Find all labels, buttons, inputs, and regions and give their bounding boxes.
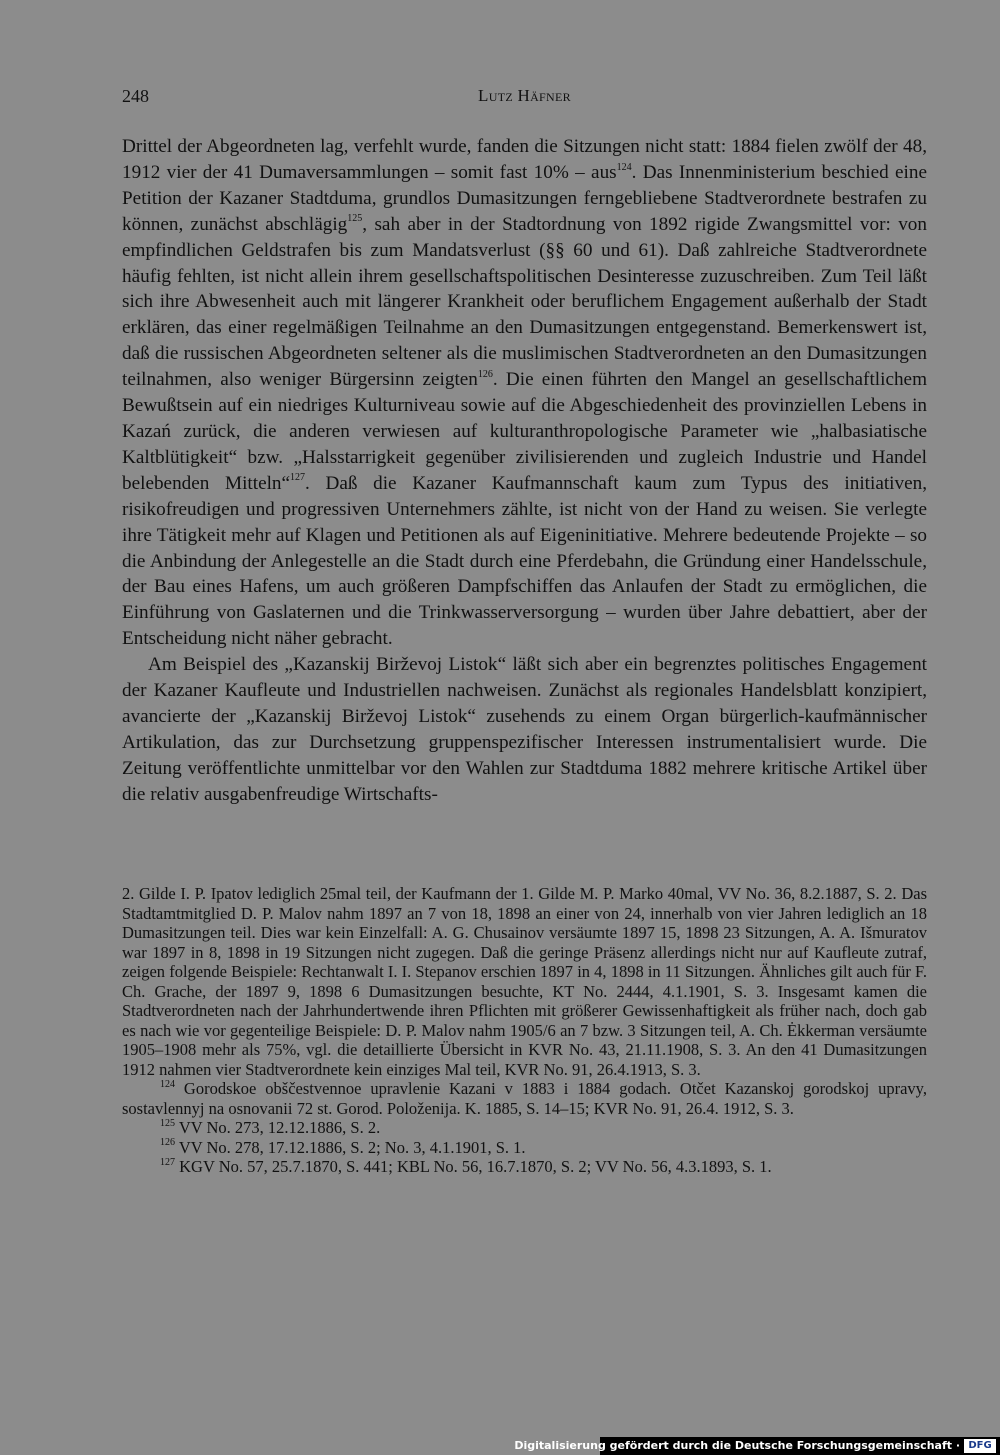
paragraph-1: Drittel der Abgeordneten lag, verfehlt wurde, fanden die Sitzungen nicht statt: 1884 fielen zwölf der 48, 1912 vier der 41 Dumaversammlungen – somit fast 10% – aus$^{124}$. Das Innenministerium beschied eine Petition der Kazaner Stadtduma, grundlos Dumasitzungen ferngebliebene Stadtverordnete bestrafen zu können, zunächst abschlägig$^{125}$, sah aber in der Stadtordnung von 1892 rigide Zwangsmittel vor: von empfindlichen Geldstrafen bis zum Mandatsverlust (§§ 60 und 61). Daß zahlreiche Stadtverordnete häufig fehlten, ist nicht allein ihrem gesellschaftspolitischen Desinteresse zuzuschreiben. Zum Teil läßt sich ihre Abwesenheit auch mit längerer Krankheit oder beruflichem Engagement außerhalb der Stadt erklären, das einer regelmäßigen Teilnahme an den Dumasitzungen entgegenstand. Bemerkenswert ist, daß die russischen Abgeordneten seltener als die muslimischen Stadtverordneten an den Dumasitzungen teilnahmen, also weniger Bürgersinn zeigten$^{126}$. Die einen führten den Mangel an gesellschaftlichem Bewußtsein auf ein niedriges Kulturniveau sowie auf die Abgeschiedenheit des provinziellen Lebens in Kazań zurück, die anderen verwiesen auf kulturanthropologische Parameter wie „halbasiatische Kaltblütigkeit“ bzw. „Halsstarrigkeit gegenüber zivilisierenden und zugleich Industrie und Handel belebenden Mitteln“$^{127}$. Daß die Kazaner Kaufmannschaft kaum zum Typus des initiativen, risikofreudigen und progressiven Unternehmers zählte, ist nicht von der Hand zu weisen. Sie verlegte ihre Tätigkeit mehr auf Klagen und Petitionen als auf Eigeninitiative. Mehrere bedeutende Projekte – so die Anbindung der Anlegestelle an die Stadt durch eine Pferdebahn, die Gründung einer Handelsschule, der Bau eines Hafens, um auch größeren Dampfschiffen das Anlaufen der Stadt zu ermöglichen, die Einführung von Gaslaternen und die Trinkwasserversorgung – wurden über Jahre debattiert, aber der Entscheidung nicht näher gebracht. — [122, 136, 927, 650]
digitization-footer — [514, 1437, 1000, 1455]
footnote-124: $^{124}$ Gorodskoe obščestvennoe upravlenie Kazani v 1883 i 1884 godach. Otčet Kazanskoj gorodskoj upravy, sostavlennyj na osnovanii 72 st. Gorod. Položenija. K. 1885, S. 14–15; KVR No. 91, 26.4. 1912, S. 3. — [122, 1078, 927, 1118]
page-number: 248 — [122, 86, 149, 106]
footnote-ref-124: 124 — [616, 161, 632, 173]
page-header — [122, 86, 927, 116]
paragraph-2: Am Beispiel des „Kazanskij Birževoj Listok“ läßt sich aber ein begrenztes politisches Engagement der Kazaner Kaufleute und Industriellen nachweisen. Zunächst als regionales Handelsblatt konzipiert, avancierte der „Kazanskij Birževoj Listok“ zusehends zu einem Organ bürgerlich-kaufmännischer Artikulation, das zur Durchsetzung gruppenspezifischer Interessen instrumentalisiert wurde. Die Zeitung veröffentlichte unmittelbar vor den Wahlen zur Stadtduma 1882 mehrere kritische Artikel über die relativ ausgabenfreudige Wirtschafts- — [122, 654, 927, 805]
footnote-continuation: 2. Gilde I. P. Ipatov lediglich 25mal teil, der Kaufmann der 1. Gilde M. P. Marko 40mal, VV No. 36, 8.2.1887, S. 2. Das Stadtamtmitglied D. P. Malov nahm 1897 an 7 von 18, 1898 an einer von 24, innerhalb von vier Jahren lediglich an 18 Dumasitzungen teil. Dies war kein Einzelfall: A. G. Chusainov versäumte 1897 15, 1898 23 Sitzungen, A. A. Išmuratov war 1897 in 8, 1898 in 19 Sitzungen nicht zugegen. Daß die geringe Präsenz allerdings nicht nur auf Kaufleute zutraf, zeigen folgende Beispiele: Rechtanwalt I. I. Stepanov erschien 1897 in 4, 1898 in 11 Sitzungen. Ähnliches gilt auch für F. Ch. Grache, der 1897 9, 1898 6 Dumasitzungen besuchte, KT No. 2444, 4.1.1901, S. 3. Insgesamt kamen die Stadtverordneten nach der Jahrhundertwende ihren Pflichten mit größerer Gewissenhaftigkeit als früher nach, doch gab es nach wie vor gegenteilige Beispiele: D. P. Malov nahm 1905/6 an 7 bzw. 3 Sitzungen teil, A. Ch. Ėkkerman versäumte 1905–1908 mehr als 75%, vgl. die detaillierte Übersicht in KVR No. 43, 21.11.1908, S. 3. An den 41 Dumasitzungen 1912 nahmen vier Stadtverordnete kein einziges Mal teil, KVR No. 91, 26.4.1913, S. 3. — [122, 884, 927, 1079]
footnote-ref-126: 126 — [477, 368, 493, 380]
footnote-125: $^{125}$ VV No. 273, 12.12.1886, S. 2. — [160, 1117, 381, 1137]
footer-credit: Digitalisierung gefördert durch die Deutsche Forschungsgemeinschaft · — [514, 1439, 960, 1452]
footnote-ref-127: 127 — [290, 472, 306, 484]
footnote-ref-125: 125 — [347, 213, 363, 225]
footnotes — [122, 884, 927, 1177]
footnote-126: $^{126}$ VV No. 278, 17.12.1886, S. 2; No. 3, 4.1.1901, S. 1. — [160, 1137, 526, 1157]
dfg-logo: DFG — [964, 1439, 996, 1453]
running-head: Lutz Häfner — [478, 86, 571, 105]
main-text — [122, 134, 927, 808]
footnote-127: $^{127}$ KGV No. 57, 25.7.1870, S. 441; KBL No. 56, 16.7.1870, S. 2; VV No. 56, 4.3.1893, S. 1. — [160, 1156, 772, 1176]
